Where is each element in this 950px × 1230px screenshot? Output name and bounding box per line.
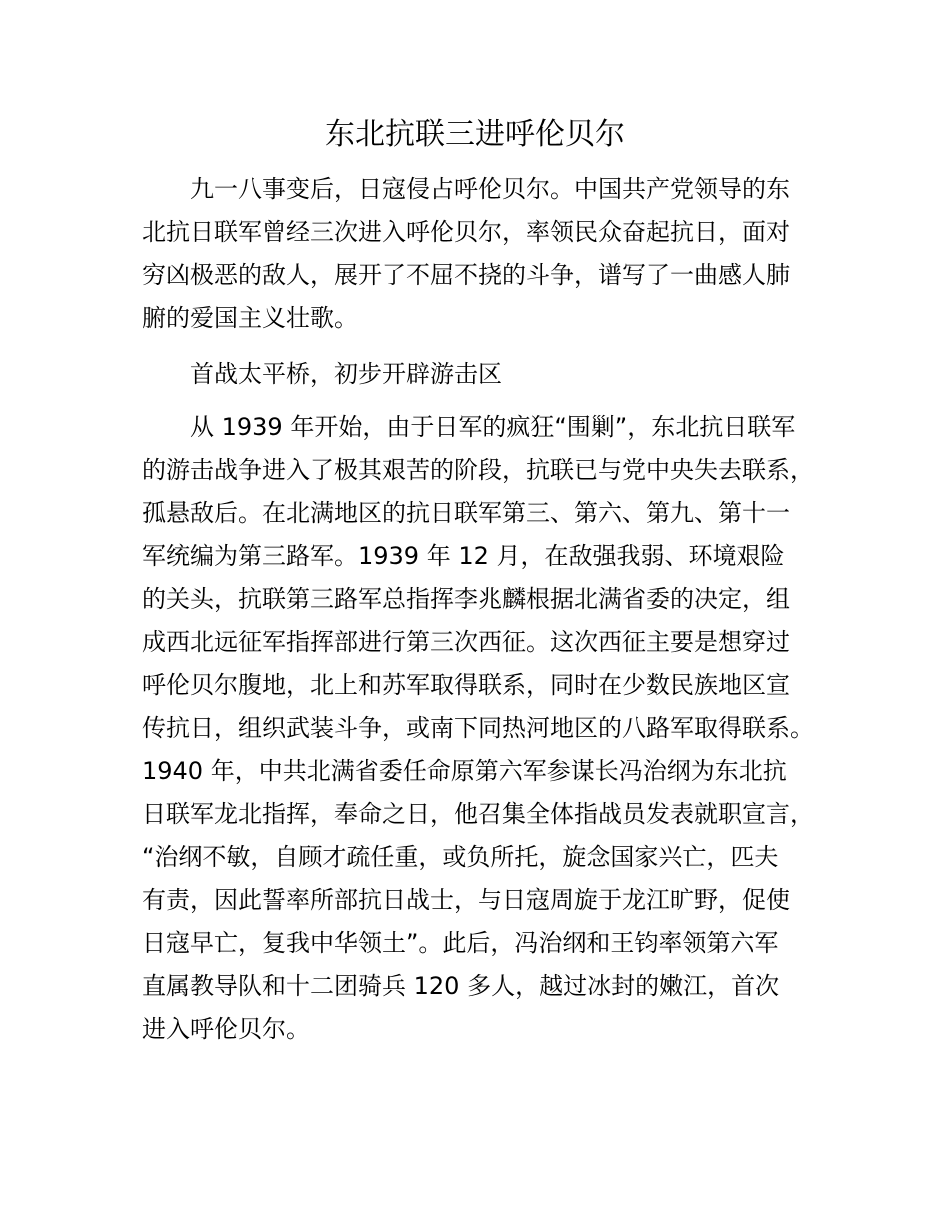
text-line: 有责，因此誓率所部抗日战士，与日寇周旋于龙江旷野，促使	[142, 886, 790, 914]
text-line: 从 1939 年开始，由于日军的疯狂“围剿”，东北抗日联军	[190, 413, 796, 441]
text-line: 1940 年，中共北满省委任命原第六军参谋长冯治纲为东北抗	[142, 757, 787, 785]
text-line: 日联军龙北指挥，奉命之日，他召集全体指战员发表就职宣言，	[142, 800, 814, 828]
text-line: 的游击战争进入了极其艰苦的阶段，抗联已与党中央失去联系，	[142, 456, 814, 484]
section-heading	[142, 353, 842, 396]
text-line: 呼伦贝尔腹地，北上和苏军取得联系，同时在少数民族地区宣	[142, 671, 790, 699]
paragraph-intro	[142, 168, 842, 340]
text-line: 首战太平桥，初步开辟游击区	[190, 360, 502, 388]
paragraph-body	[142, 406, 842, 1051]
text-line: 的关头，抗联第三路军总指挥李兆麟根据北满省委的决定，组	[142, 585, 790, 613]
text-line: 传抗日，组织武装斗争，或南下同热河地区的八路军取得联系。	[142, 714, 814, 742]
text-line: 直属教导队和十二团骑兵 120 多人，越过冰封的嫩江，首次	[142, 972, 780, 1000]
text-line: 孤悬敌后。在北满地区的抗日联军第三、第六、第九、第十一	[142, 499, 790, 527]
text-line: 腑的爱国主义壮歌。	[142, 304, 358, 332]
text-line: 军统编为第三路军。1939 年 12 月，在敌强我弱、环境艰险	[142, 542, 785, 570]
text-line: 北抗日联军曾经三次进入呼伦贝尔，率领民众奋起抗日，面对	[142, 218, 790, 246]
text-line: “治纲不敏，自顾才疏任重，或负所托，旋念国家兴亡，匹夫	[142, 843, 779, 871]
text-line: 九一八事变后，日寇侵占呼伦贝尔。中国共产党领导的东	[190, 175, 790, 203]
text-line: 穷凶极恶的敌人，展开了不屈不挠的斗争，谱写了一曲感人肺	[142, 261, 790, 289]
text-line: 成西北远征军指挥部进行第三次西征。这次西征主要是想穿过	[142, 628, 790, 656]
text-line: 进入呼伦贝尔。	[142, 1015, 310, 1043]
document-title: 东北抗联三进呼伦贝尔	[325, 117, 625, 152]
text-line: 日寇早亡，复我中华领土”。此后，冯治纲和王钧率领第六军	[142, 929, 779, 957]
